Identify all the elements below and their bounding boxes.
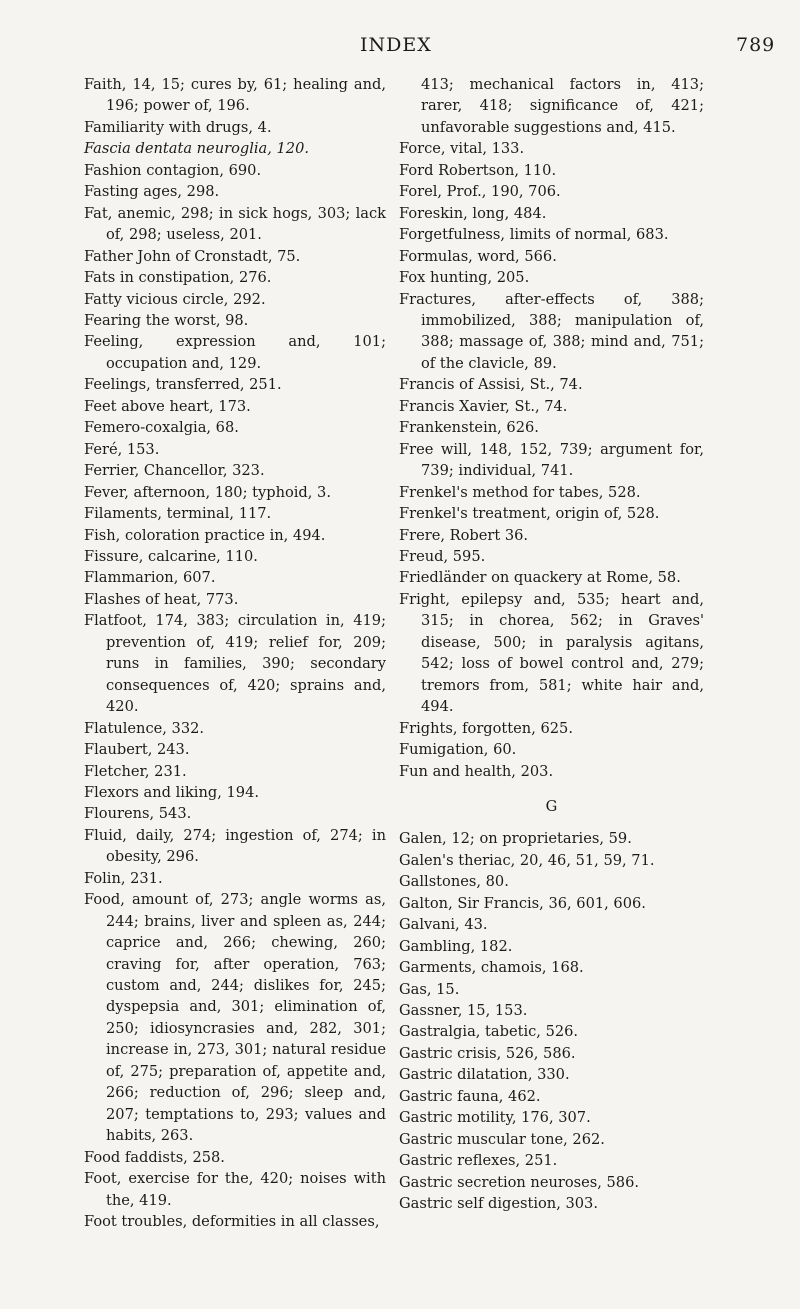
index-entry: Gastric muscular tone, 262. [399,1130,605,1148]
index-entry: Fever, afternoon, 180; typhoid, 3. [84,483,331,501]
index-entry: Francis of Assisi, St., 74. [399,376,583,394]
index-entry: Femero-coxalgia, 68. [84,419,239,437]
index-entry: Freud, 595. [399,547,486,565]
index-entry: Filaments, terminal, 117. [84,505,272,523]
index-entry: Flashes of heat, 773. [84,590,239,608]
index-entry: Frankenstein, 626. [399,419,539,437]
index-entry: Galton, Sir Francis, 36, 601, 606. [399,894,646,912]
index-entry: Fox hunting, 205. [399,269,530,287]
index-entry: Food faddists, 258. [84,1148,225,1166]
index-entry-continued: 413; mechanical factors in, 413; rarer, 418; significance of, 421; unfavorable suggestions and, 415. [421,76,704,136]
index-entry: Frenkel's treatment, origin of, 528. [399,505,660,523]
index-entry: Feelings, transferred, 251. [84,376,282,394]
index-entry: Fatty vicious circle, 292. [84,290,266,308]
index-entry: Galen, 12; on proprietaries, 59. [399,830,632,848]
index-entry: Force, vital, 133. [399,140,525,158]
index-entry: Francis Xavier, St., 74. [399,397,568,415]
page-header [0,34,800,58]
index-entry: Flatfoot, 174, 383; circulation in, 419; prevention of, 419; relief for, 209; runs in families, 390; secondary consequences of, 420; sprains and, 420. [84,612,386,716]
index-entry: Foreskin, long, 484. [399,204,547,222]
index-entry: Fashion contagion, 690. [84,161,262,179]
index-entry: Father John of Cronstadt, 75. [84,247,301,265]
index-entry: Gastric dilatation, 330. [399,1066,570,1084]
index-entry: Friedländer on quackery at Rome, 58. [399,569,681,587]
index-entry: Gastric crisis, 526, 586. [399,1044,576,1062]
index-entry: Free will, 148, 152, 739; argument for, 739; individual, 741. [399,440,704,480]
index-column-right [399,74,704,1215]
index-entry: Foot troubles, deformities in all classes, [84,1213,380,1231]
index-entry: Gambling, 182. [399,937,513,955]
index-entry: Fun and health, 203. [399,762,554,780]
index-entry: Garments, chamois, 168. [399,959,584,977]
index-entry: Flexors and liking, 194. [84,783,259,801]
index-entry: Ford Robertson, 110. [399,161,557,179]
section-letter: G [545,797,558,815]
index-entry: Fluid, daily, 274; ingestion of, 274; in obesity, 296. [84,826,386,866]
index-entry: Fasting ages, 298. [84,183,220,201]
index-entry: Foot, exercise for the, 420; noises with the, 419. [84,1170,386,1209]
index-entry: Forel, Prof., 190, 706. [399,183,561,201]
index-entry: Food, amount of, 273; angle worms as, 244; brains, liver and spleen as, 244; caprice and, 266; chewing, 260; craving for, after operation, 763; custom and, 244; dislikes for, 245; dyspepsia and, 301; elimination of, 250; idiosyncrasies and, 282, 301; increase in, 273, 301; natural residue of, 275; preparation of, appetite and, 266; reduction of, 296; sleep and, 207; temptations to, 293; values and habits, 263. [84,891,386,1145]
index-entry: Fractures, after-effects of, 388; immobilized, 388; manipulation of, 388; massage of, 388; mind and, 751; of the clavicle, 89. [399,290,704,372]
index-entry: Gastralgia, tabetic, 526. [399,1023,579,1041]
index-entry: Folin, 231. [84,869,163,887]
index-entry: Flammarion, 607. [84,569,216,587]
index-entry: Gastric fauna, 462. [399,1087,541,1105]
index-entry: Feeling, expression and, 101; occupation and, 129. [84,333,386,372]
index-entry: Gas, 15. [399,980,460,998]
index-entry: Formulas, word, 566. [399,247,557,265]
index-entry: Flaubert, 243. [84,741,190,759]
index-entry: Gastric reflexes, 251. [399,1152,558,1170]
index-entry: Frenkel's method for tabes, 528. [399,483,641,501]
index-entry: Flatulence, 332. [84,719,205,737]
index-entry: Fascia dentata neuroglia, 120. [84,140,309,158]
index-entry: Galen's theriac, 20, 46, 51, 59, 71. [399,851,655,869]
index-entry: Fat, anemic, 298; in sick hogs, 303; lack of, 298; useless, 201. [84,204,386,244]
index-entry: Forgetfulness, limits of normal, 683. [399,226,669,244]
index-entry: Flourens, 543. [84,805,192,823]
index-entry: Galvani, 43. [399,916,488,934]
index-entry: Fletcher, 231. [84,762,187,780]
index-entry: Gastric self digestion, 303. [399,1195,598,1213]
index-entry: Gastric secretion neuroses, 586. [399,1173,640,1191]
running-title: INDEX [360,34,432,56]
index-entry: Fumigation, 60. [399,741,517,759]
index-entry: Ferrier, Chancellor, 323. [84,462,265,480]
index-entry: Familiarity with drugs, 4. [84,118,272,136]
index-entry: Feet above heart, 173. [84,397,251,415]
index-entry: Faith, 14, 15; cures by, 61; healing and, 196; power of, 196. [84,76,386,115]
index-entry: Gallstones, 80. [399,873,509,891]
index-entry: Frere, Robert 36. [399,526,529,544]
index-entry: Fats in constipation, 276. [84,269,272,287]
index-entry: Gastric motility, 176, 307. [399,1109,591,1127]
index-entry: Gassner, 15, 153. [399,1002,528,1020]
index-entry: Fissure, calcarine, 110. [84,547,258,565]
page-number: 789 [736,34,776,56]
index-entry: Frights, forgotten, 625. [399,719,573,737]
index-column-left [84,74,386,1232]
index-entry: Fearing the worst, 98. [84,311,249,329]
index-entry: Fright, epilepsy and, 535; heart and, 315; in chorea, 562; in Graves' disease, 500; in paralysis agitans, 542; loss of bowel control and, 279; tremors from, 581; white hair and, 494. [399,590,704,716]
index-entry: Feré, 153. [84,440,160,458]
index-entry: Fish, coloration practice in, 494. [84,526,326,544]
